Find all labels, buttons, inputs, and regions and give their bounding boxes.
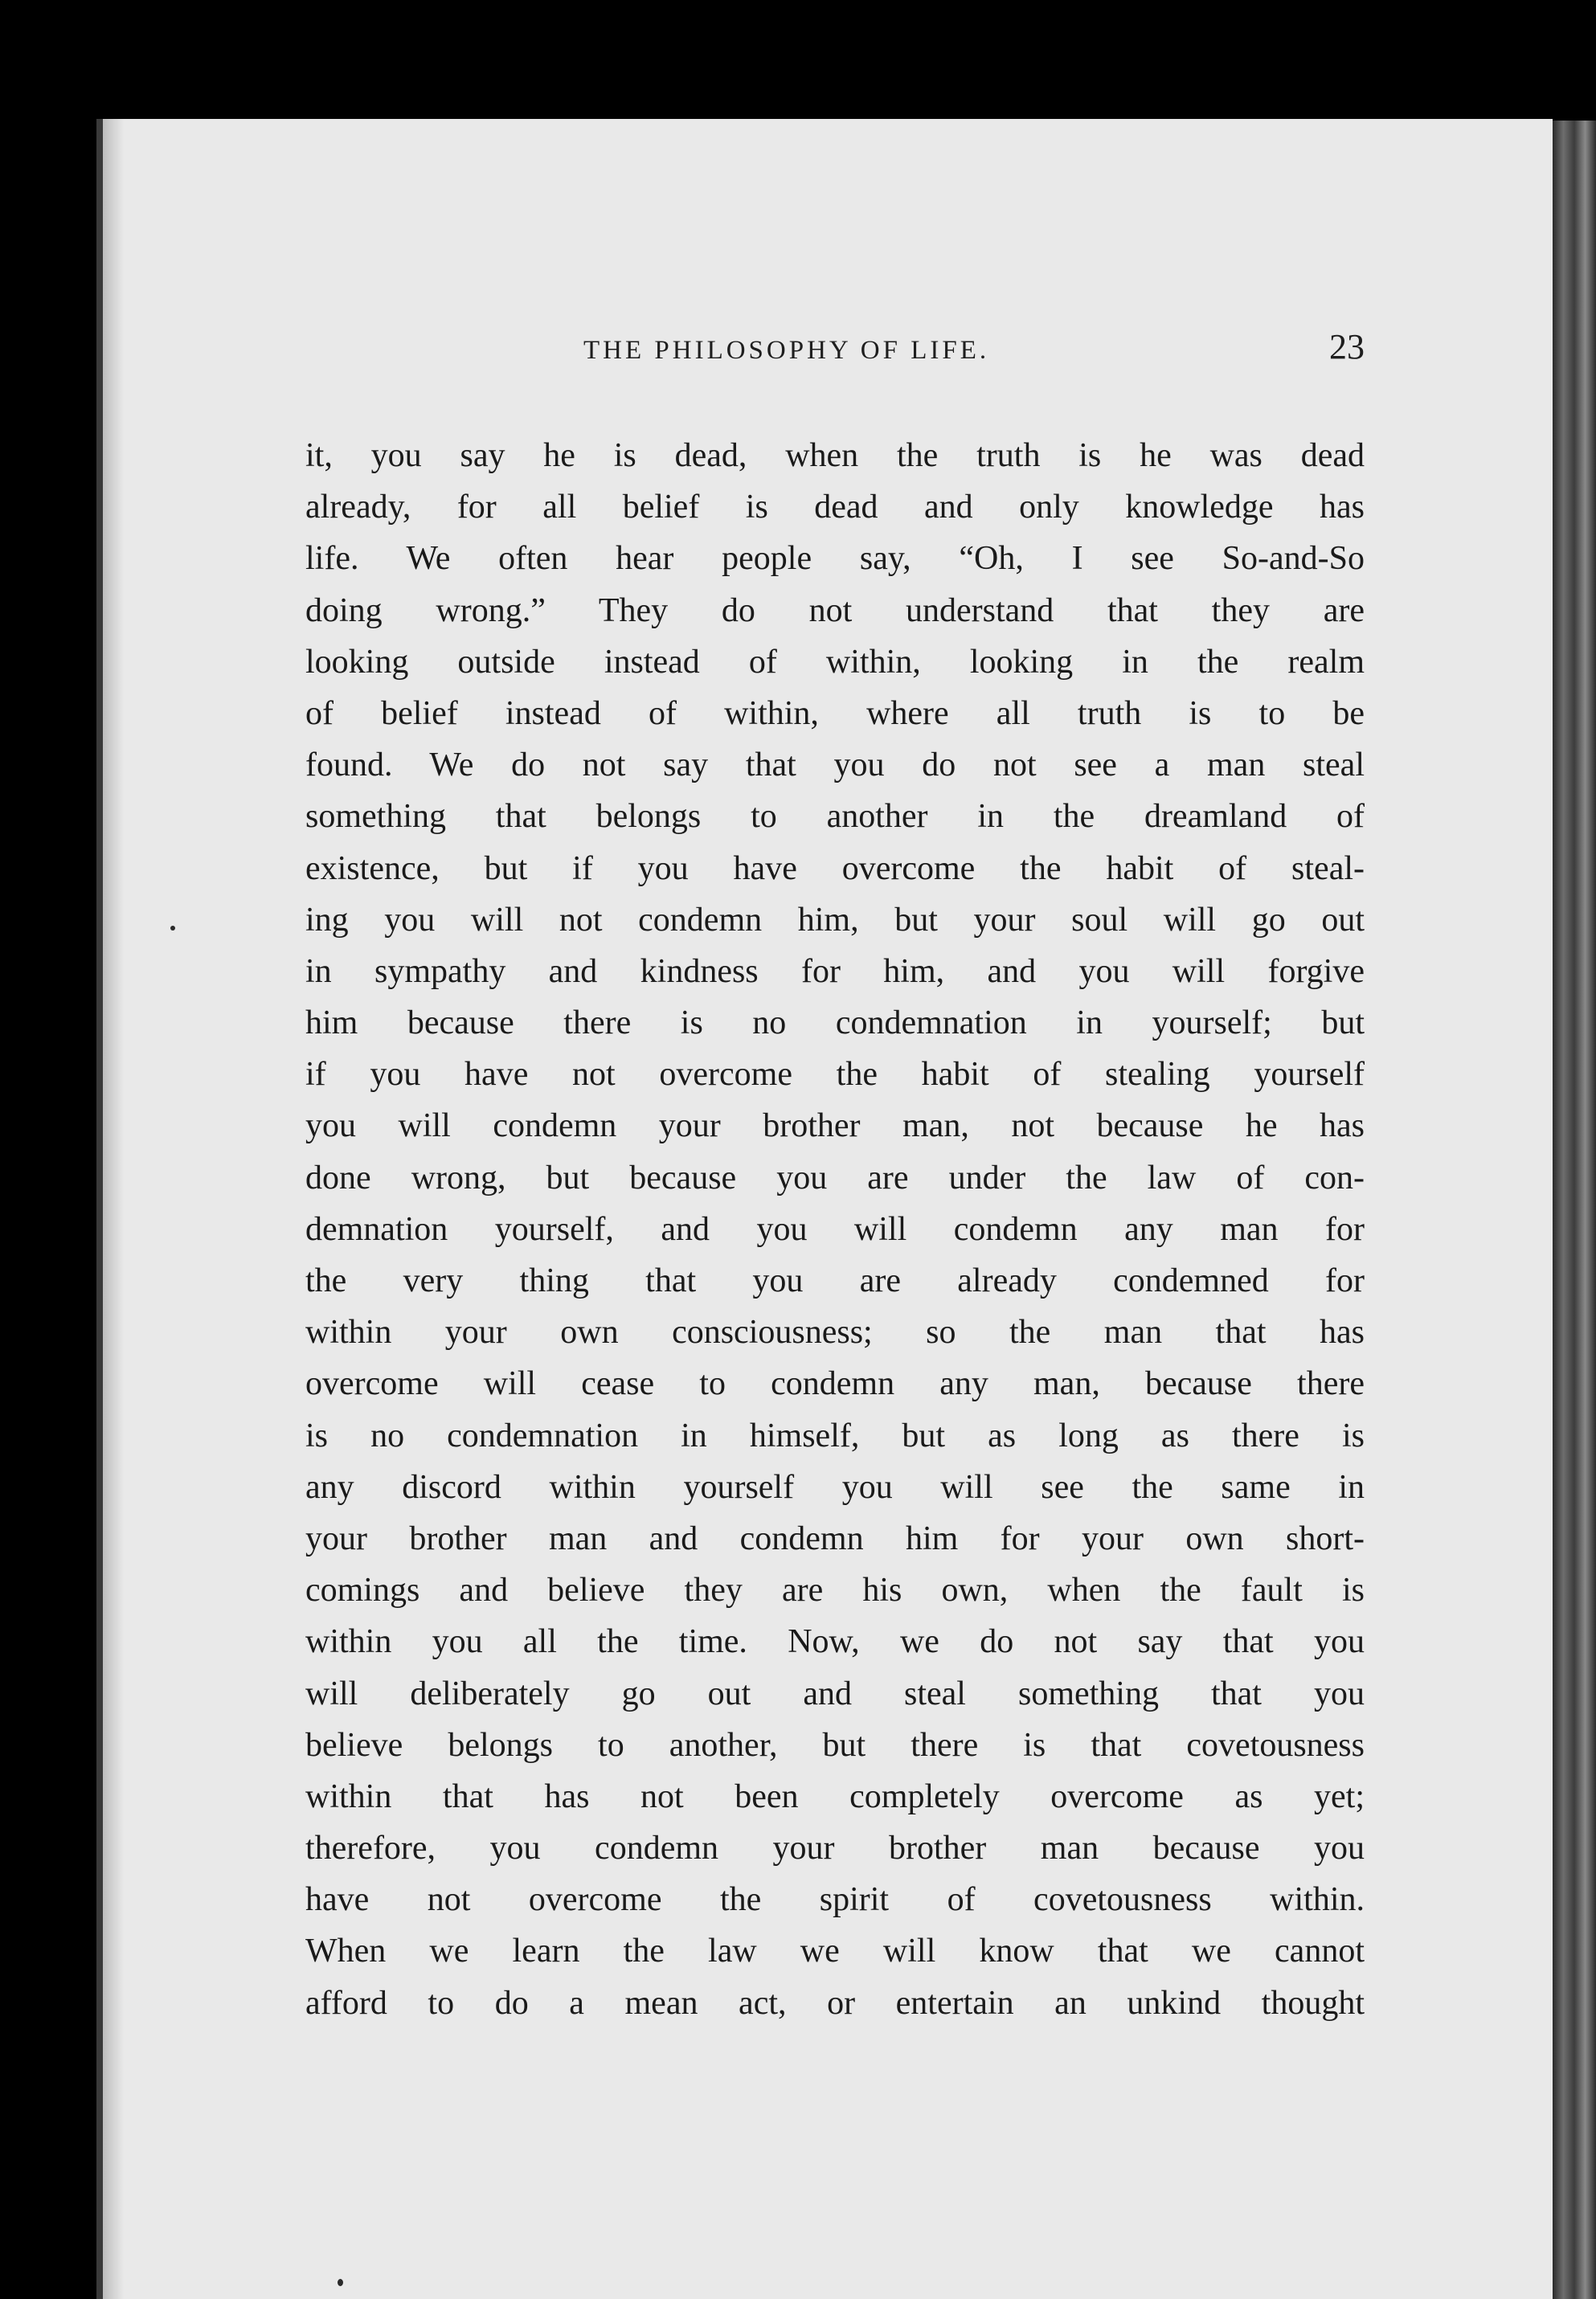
text-line: ing you will not condemn him, but your soul will go out [305,901,1365,939]
book-edge [1553,121,1596,2299]
text-line: done wrong, but because you are under the law of con- [305,1159,1365,1197]
page-number: 23 [1329,327,1365,366]
running-title: THE PHILOSOPHY OF LIFE. [583,336,990,365]
text-line: if you have not overcome the habit of stealing yourself [305,1056,1365,1094]
text-line: any discord within yourself you will see the same in [305,1468,1365,1506]
text-line: will deliberately go out and steal something that you [305,1675,1365,1712]
body-text [305,430,1365,2029]
text-line: therefore, you condemn your brother man because you [305,1830,1365,1867]
text-line: afford to do a mean act, or entertain an unkind thought [305,1984,1365,2022]
text-line: in sympathy and kindness for him, and you will forgive [305,952,1365,990]
text-line: him because there is no condemnation in yourself; but [305,1004,1365,1042]
text-line: within that has not been completely overcome as yet; [305,1777,1365,1815]
text-line: you will condemn your brother man, not because he has [305,1107,1365,1145]
scan-speck [338,2279,343,2286]
text-line: When we learn the law we will know that we cannot [305,1933,1365,1970]
text-line: of belief instead of within, where all truth is to be [305,694,1365,732]
text-line: the very thing that you are already condemned for [305,1262,1365,1299]
text-line: your brother man and condemn him for your own short- [305,1520,1365,1557]
running-header [305,321,1365,378]
text-line: is no condemnation in himself, but as long as there is [305,1417,1365,1454]
text-line: comings and believe they are his own, when the fault is [305,1572,1365,1610]
gutter-shadow [103,119,124,2299]
text-line: overcome will cease to condemn any man, because there [305,1365,1365,1403]
text-line: within your own consciousness; so the man that has [305,1314,1365,1352]
scan-speck [170,926,175,931]
text-line: within you all the time. Now, we do not say that you [305,1623,1365,1661]
text-line: existence, but if you have overcome the habit of steal- [305,849,1365,887]
text-line: doing wrong.” They do not understand that they are [305,591,1365,629]
text-line: it, you say he is dead, when the truth is he was dead [305,437,1365,474]
text-line: looking outside instead of within, looking in the realm [305,643,1365,681]
text-line: believe belongs to another, but there is that covetousness [305,1726,1365,1764]
text-line: have not overcome the spirit of covetousness within. [305,1881,1365,1919]
text-line: found. We do not say that you do not see a man steal [305,747,1365,784]
text-line: life. We often hear people say, “Oh, I see So-and-So [305,540,1365,578]
text-line: something that belongs to another in the dreamland of [305,798,1365,836]
text-line: demnation yourself, and you will condemn any man for [305,1210,1365,1248]
text-line: already, for all belief is dead and only knowledge has [305,489,1365,526]
